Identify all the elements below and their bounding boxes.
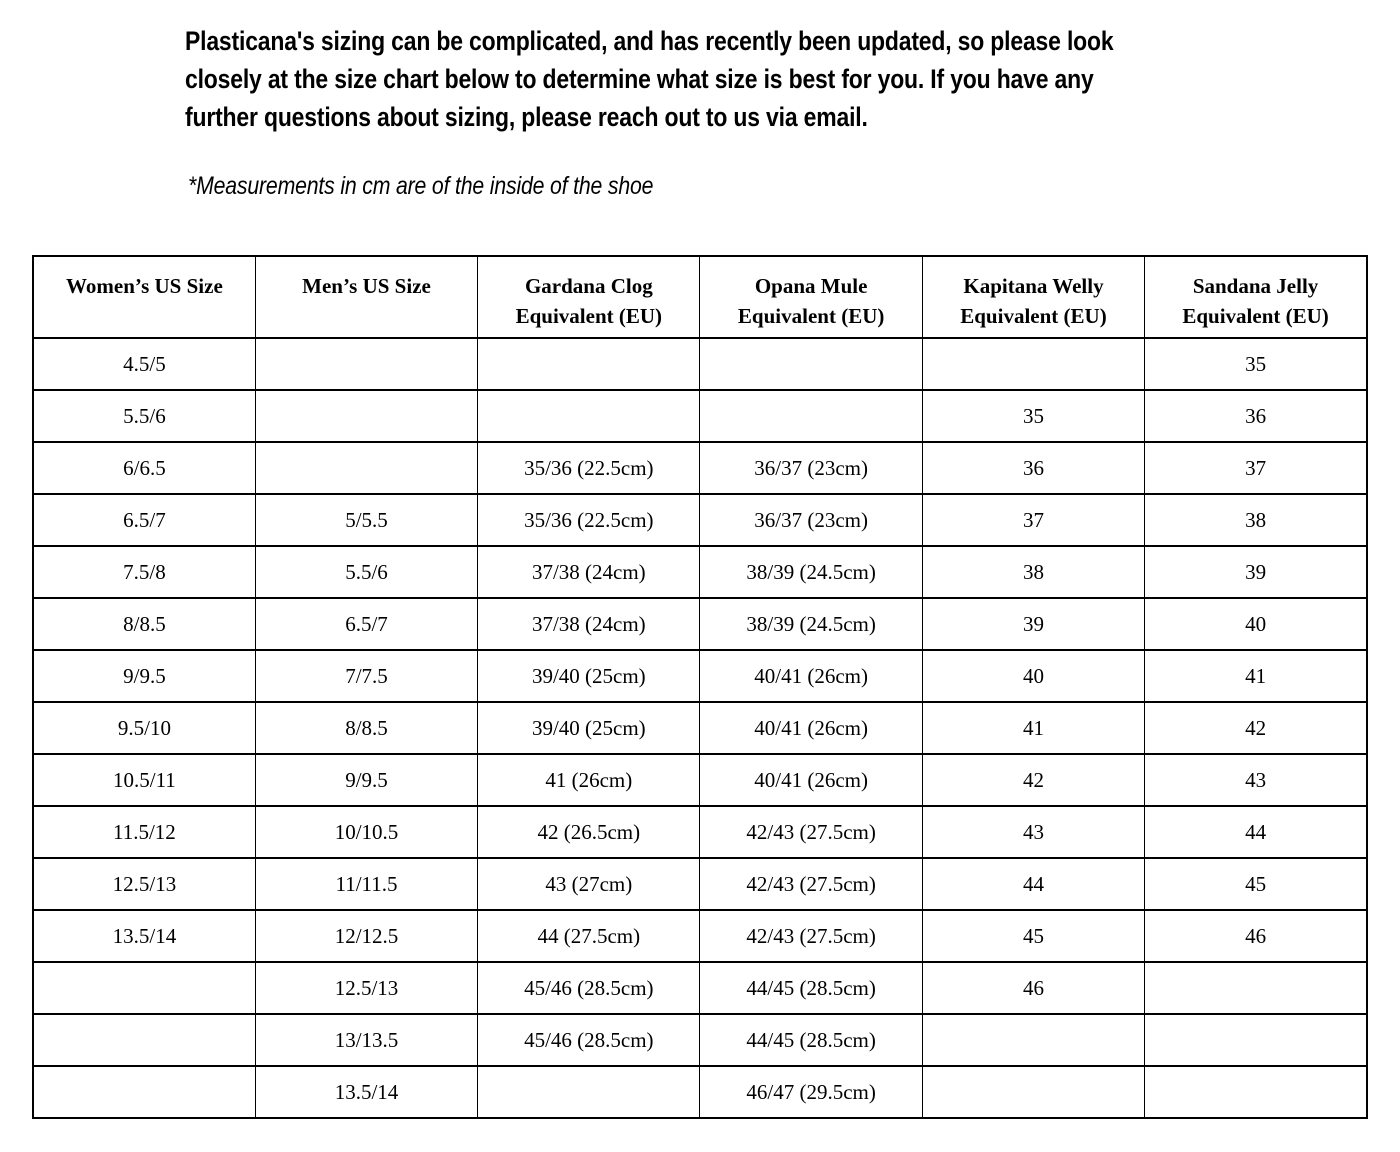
intro-line: Plasticana's sizing can be complicated, and has recently been updated, so please look xyxy=(185,26,1114,56)
table-row xyxy=(33,962,1367,1014)
column-header: Kapitana Welly Equivalent (EU) xyxy=(922,256,1144,338)
size-cell xyxy=(255,338,477,390)
size-cell: 43 xyxy=(1145,754,1367,806)
size-cell: 37/38 (24cm) xyxy=(478,546,700,598)
size-cell xyxy=(33,1014,255,1066)
size-cell xyxy=(922,338,1144,390)
size-cell: 40/41 (26cm) xyxy=(700,702,922,754)
table-row xyxy=(33,338,1367,390)
size-cell: 44 xyxy=(922,858,1144,910)
size-cell: 37 xyxy=(922,494,1144,546)
size-cell: 46 xyxy=(922,962,1144,1014)
size-cell: 36 xyxy=(922,442,1144,494)
size-cell: 42/43 (27.5cm) xyxy=(700,910,922,962)
size-cell: 42 xyxy=(922,754,1144,806)
size-cell: 38 xyxy=(922,546,1144,598)
size-cell xyxy=(922,1066,1144,1118)
size-cell: 44/45 (28.5cm) xyxy=(700,962,922,1014)
table-row xyxy=(33,494,1367,546)
size-cell: 36/37 (23cm) xyxy=(700,494,922,546)
size-cell: 43 (27cm) xyxy=(478,858,700,910)
size-cell: 44/45 (28.5cm) xyxy=(700,1014,922,1066)
table-row xyxy=(33,1066,1367,1118)
size-cell: 35/36 (22.5cm) xyxy=(478,494,700,546)
size-cell: 41 xyxy=(922,702,1144,754)
size-cell: 40/41 (26cm) xyxy=(700,754,922,806)
size-cell: 7.5/8 xyxy=(33,546,255,598)
table-row xyxy=(33,1014,1367,1066)
intro-line: closely at the size chart below to determine what size is best for you. If you have any xyxy=(185,64,1094,94)
table-row xyxy=(33,858,1367,910)
table-row xyxy=(33,390,1367,442)
size-cell xyxy=(700,338,922,390)
size-cell: 38 xyxy=(1145,494,1367,546)
size-cell xyxy=(33,962,255,1014)
size-cell: 42 (26.5cm) xyxy=(478,806,700,858)
size-cell: 45/46 (28.5cm) xyxy=(478,1014,700,1066)
size-cell: 40 xyxy=(922,650,1144,702)
size-cell: 37 xyxy=(1145,442,1367,494)
size-cell xyxy=(1145,1014,1367,1066)
size-cell xyxy=(255,390,477,442)
size-cell: 41 (26cm) xyxy=(478,754,700,806)
size-cell: 39 xyxy=(922,598,1144,650)
column-header: Women’s US Size xyxy=(33,256,255,338)
size-cell: 45/46 (28.5cm) xyxy=(478,962,700,1014)
size-cell: 5.5/6 xyxy=(33,390,255,442)
size-cell: 44 xyxy=(1145,806,1367,858)
size-cell: 46/47 (29.5cm) xyxy=(700,1066,922,1118)
size-cell: 4.5/5 xyxy=(33,338,255,390)
size-cell: 42/43 (27.5cm) xyxy=(700,858,922,910)
size-chart-section xyxy=(32,255,1368,1119)
size-cell: 6/6.5 xyxy=(33,442,255,494)
size-cell: 43 xyxy=(922,806,1144,858)
size-cell: 12/12.5 xyxy=(255,910,477,962)
sizing-intro-paragraph xyxy=(185,22,1277,136)
size-cell: 35 xyxy=(922,390,1144,442)
size-cell: 11/11.5 xyxy=(255,858,477,910)
column-header: Sandana Jelly Equivalent (EU) xyxy=(1145,256,1367,338)
size-cell: 37/38 (24cm) xyxy=(478,598,700,650)
size-cell xyxy=(1145,1066,1367,1118)
size-cell: 6.5/7 xyxy=(255,598,477,650)
size-cell: 10.5/11 xyxy=(33,754,255,806)
size-cell: 38/39 (24.5cm) xyxy=(700,598,922,650)
size-cell xyxy=(478,390,700,442)
size-cell: 13/13.5 xyxy=(255,1014,477,1066)
table-row xyxy=(33,702,1367,754)
size-cell: 6.5/7 xyxy=(33,494,255,546)
size-cell: 45 xyxy=(1145,858,1367,910)
size-cell: 35/36 (22.5cm) xyxy=(478,442,700,494)
size-cell: 44 (27.5cm) xyxy=(478,910,700,962)
size-cell: 35 xyxy=(1145,338,1367,390)
size-cell: 38/39 (24.5cm) xyxy=(700,546,922,598)
column-header: Men’s US Size xyxy=(255,256,477,338)
size-cell: 40 xyxy=(1145,598,1367,650)
size-cell: 7/7.5 xyxy=(255,650,477,702)
size-cell xyxy=(922,1014,1144,1066)
size-cell: 36/37 (23cm) xyxy=(700,442,922,494)
size-cell: 8/8.5 xyxy=(33,598,255,650)
table-row xyxy=(33,650,1367,702)
size-cell xyxy=(478,338,700,390)
size-cell: 39/40 (25cm) xyxy=(478,702,700,754)
size-cell: 5.5/6 xyxy=(255,546,477,598)
size-cell xyxy=(700,390,922,442)
size-cell: 39 xyxy=(1145,546,1367,598)
table-row xyxy=(33,442,1367,494)
table-row xyxy=(33,546,1367,598)
size-chart-body xyxy=(33,338,1367,1118)
size-cell: 45 xyxy=(922,910,1144,962)
size-cell: 10/10.5 xyxy=(255,806,477,858)
size-cell: 12.5/13 xyxy=(255,962,477,1014)
table-row xyxy=(33,910,1367,962)
size-chart-table xyxy=(32,255,1368,1119)
size-cell xyxy=(255,442,477,494)
size-cell: 42/43 (27.5cm) xyxy=(700,806,922,858)
size-cell: 41 xyxy=(1145,650,1367,702)
size-cell: 9/9.5 xyxy=(33,650,255,702)
size-cell: 5/5.5 xyxy=(255,494,477,546)
size-cell: 39/40 (25cm) xyxy=(478,650,700,702)
size-cell: 42 xyxy=(1145,702,1367,754)
size-cell: 11.5/12 xyxy=(33,806,255,858)
size-cell xyxy=(1145,962,1367,1014)
table-row xyxy=(33,754,1367,806)
header-row xyxy=(33,256,1367,338)
size-cell: 9/9.5 xyxy=(255,754,477,806)
size-cell: 9.5/10 xyxy=(33,702,255,754)
intro-line: further questions about sizing, please reach out to us via email. xyxy=(185,102,868,132)
column-header: Gardana Clog Equivalent (EU) xyxy=(478,256,700,338)
size-cell: 8/8.5 xyxy=(255,702,477,754)
column-header: Opana Mule Equivalent (EU) xyxy=(700,256,922,338)
size-cell: 13.5/14 xyxy=(33,910,255,962)
size-cell: 13.5/14 xyxy=(255,1066,477,1118)
size-cell xyxy=(33,1066,255,1118)
table-row xyxy=(33,598,1367,650)
size-cell: 40/41 (26cm) xyxy=(700,650,922,702)
size-cell: 36 xyxy=(1145,390,1367,442)
size-cell: 12.5/13 xyxy=(33,858,255,910)
measurement-note: *Measurements in cm are of the inside of the shoe xyxy=(188,172,654,200)
table-row xyxy=(33,806,1367,858)
size-cell: 46 xyxy=(1145,910,1367,962)
size-cell xyxy=(478,1066,700,1118)
